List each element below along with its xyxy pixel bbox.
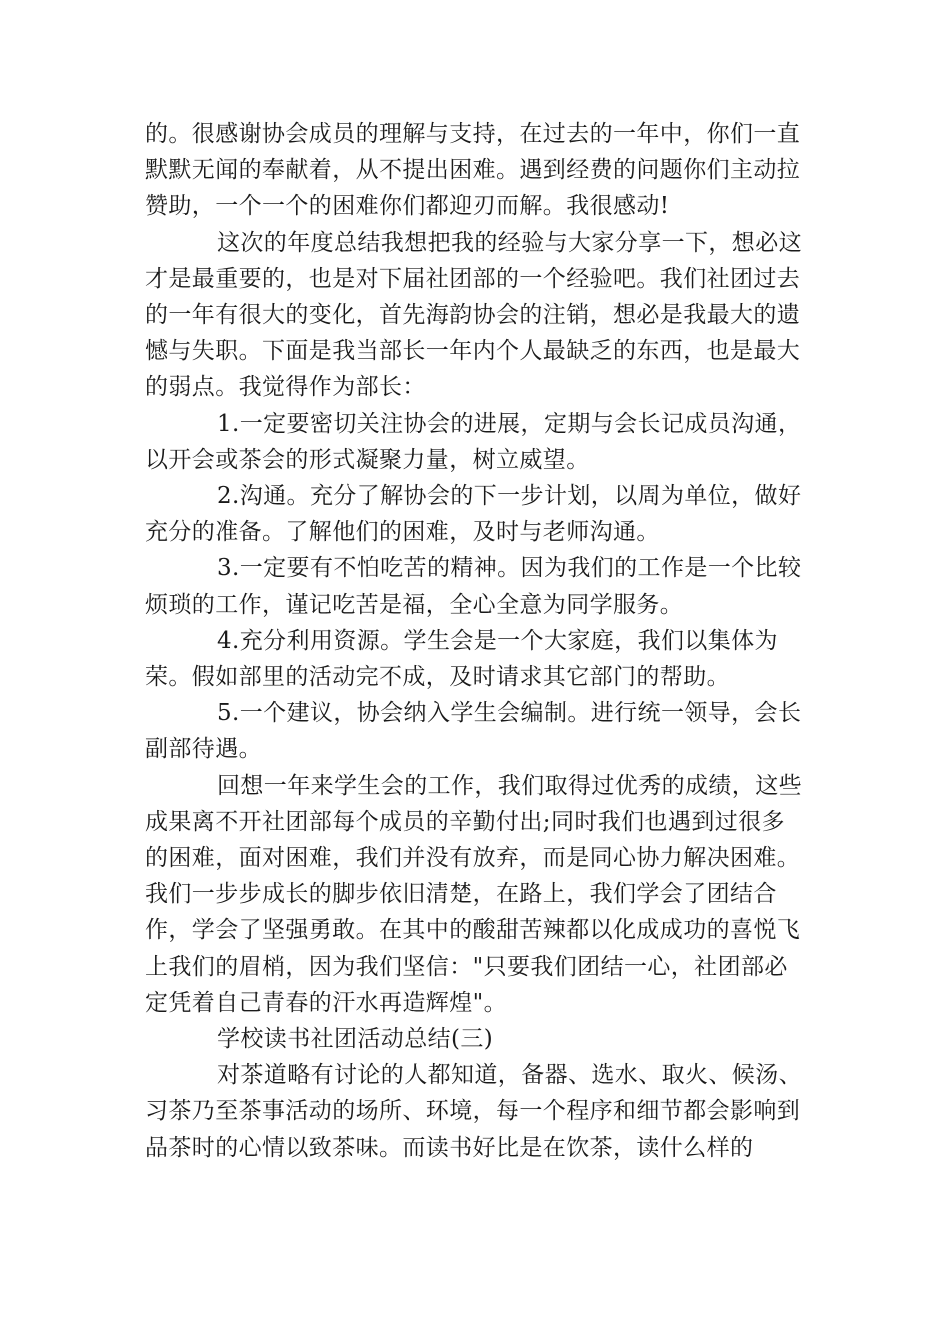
list-item-5: 5.一个建议，协会纳入学生会编制。进行统一领导，会长副部待遇。 <box>145 700 802 763</box>
paragraph-experience-sharing: 这次的年度总结我想把我的经验与大家分享一下，想必这才是最重要的，也是对下届社团部的一个经验吧。我们社团过去的一年有很大的变化，首先海韵协会的注销，想必是我最大的遗憾与失职。下面是我当部长一年内个人最缺乏的东西，也是最大的弱点。我觉得作为部长： <box>145 229 802 401</box>
list-item-1: 1.一定要密切关注协会的进展，定期与会长记成员沟通，以开会或茶会的形式凝聚力量，树立威望。 <box>145 410 802 473</box>
list-item-4: 4.充分利用资源。学生会是一个大家庭，我们以集体为荣。假如部里的活动完不成，及时请求其它部门的帮助。 <box>145 627 778 691</box>
list-item-3: 3.一定要有不怕吃苦的精神。因为我们的工作是一个比较烦琐的工作，谨记吃苦是福，全心全意为同学服务。 <box>145 555 802 618</box>
paragraph-reflection: 回想一年来学生会的工作，我们取得过优秀的成绩，这些成果离不开社团部每个成员的辛勤付出;同时我们也遇到过很多的困难，面对困难，我们并没有放弃，而是同心协力解决困难。我们一步步成长的脚步依旧清楚，在路上，我们学会了团结合作，学会了坚强勇敢。在其中的酸甜苦辣都以化成成功的喜悦飞上我们的眉梢，因为我们坚信："只要我们团结一心，社团部必定凭着自己青春的汗水再造辉煌"。 <box>145 772 802 1016</box>
document-body <box>145 116 805 1166</box>
paragraph-continuation: 的。很感谢协会成员的理解与支持，在过去的一年中，你们一直默默无闻的奉献着，从不提出困难。遇到经费的问题你们主动拉赞助，一个一个的困难你们都迎刃而解。我很感动! <box>145 121 801 220</box>
paragraph-tea-reading: 对茶道略有讨论的人都知道，备器、选水、取火、候汤、习茶乃至茶事活动的场所、环境，每一个程序和细节都会影响到品茶时的心情以致茶味。而读书好比是在饮茶，读什么样的 <box>145 1062 802 1161</box>
section-heading: 学校读书社团活动总结(三) <box>217 1026 494 1053</box>
list-item-2: 2.沟通。充分了解协会的下一步计划，以周为单位，做好充分的准备。了解他们的困难，及时与老师沟通。 <box>145 483 802 546</box>
